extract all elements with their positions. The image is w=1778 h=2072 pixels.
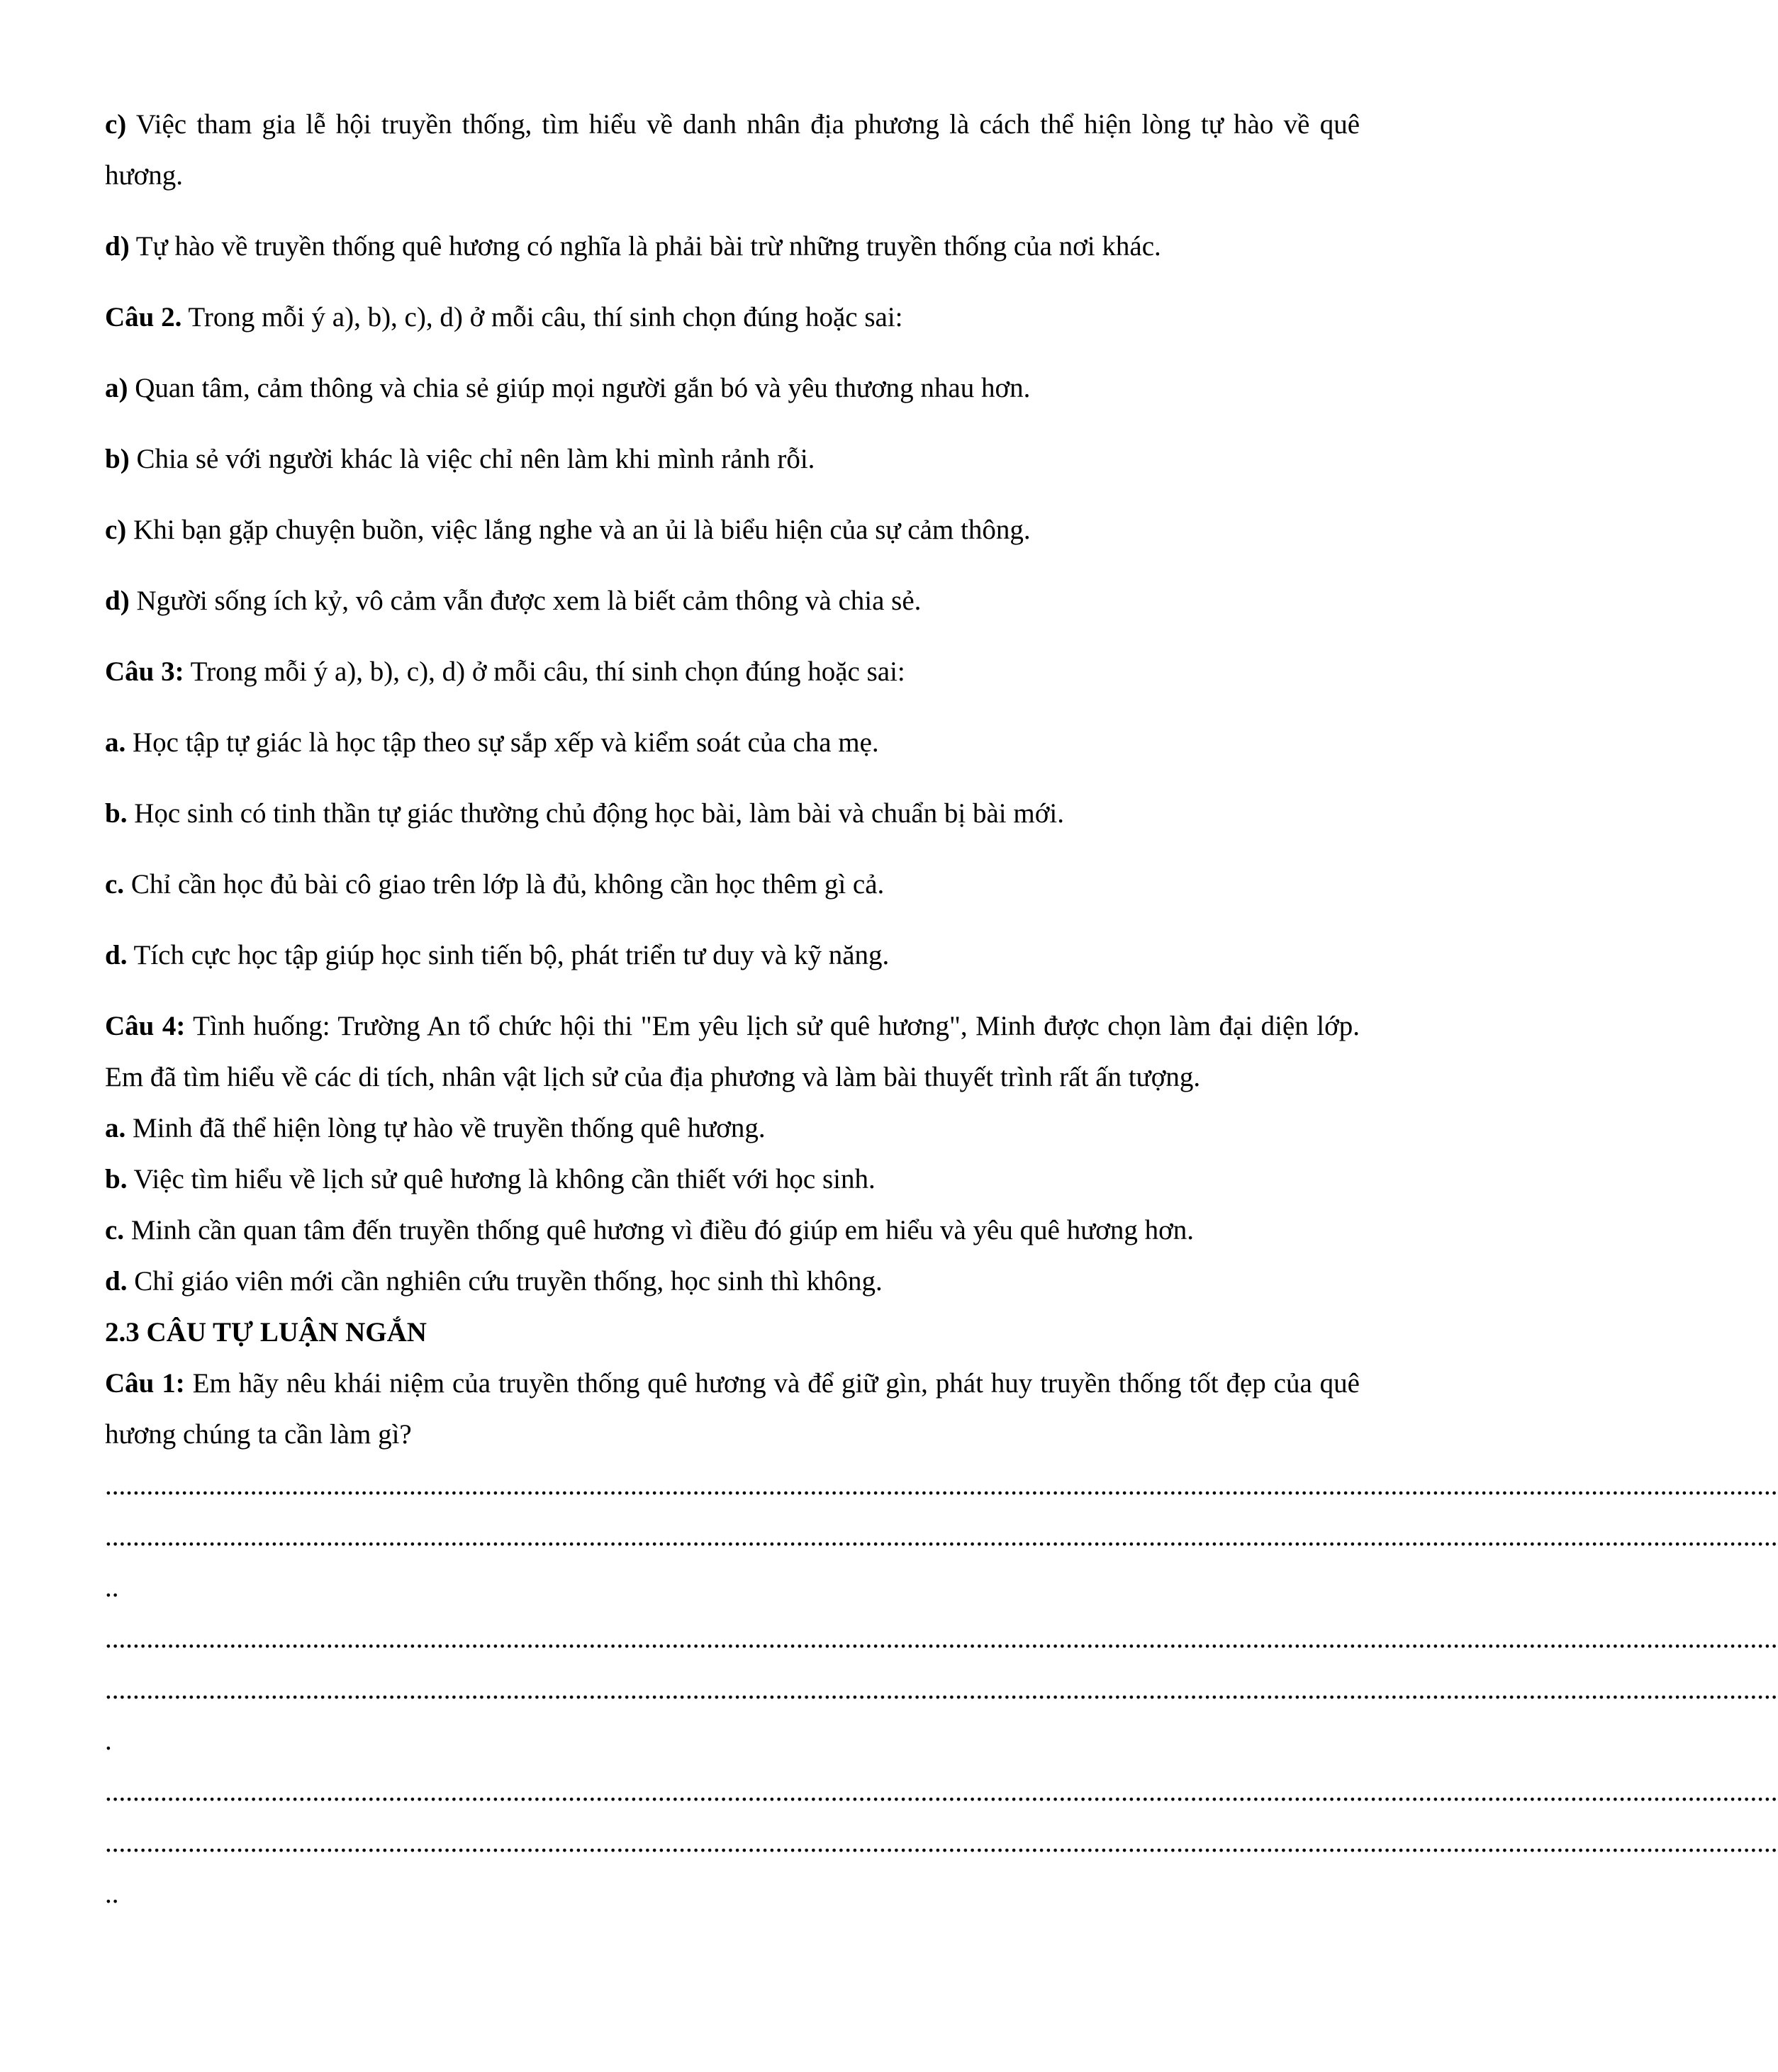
- item-text: Việc tìm hiểu về lịch sử quê hương là không cần thiết với học sinh.: [133, 1164, 876, 1194]
- item-label: c): [105, 515, 127, 545]
- question-4: [105, 1001, 1360, 1103]
- item-text: Quan tâm, cảm thông và chia sẻ giúp mọi người gắn bó và yêu thương nhau hơn.: [135, 373, 1031, 403]
- item-text: Tự hào về truyền thống quê hương có nghĩa là phải bài trừ những truyền thống của nơi khác.: [135, 231, 1161, 262]
- question-3-item-b: [105, 788, 1360, 839]
- answer-line[interactable]: ..................................................................................................................................................................................................................................................: [105, 1674, 1778, 1705]
- question-4-item-c: [105, 1205, 1360, 1256]
- question-2: [105, 292, 1360, 343]
- item-1d: [105, 221, 1360, 272]
- item-label: d.: [105, 940, 128, 970]
- question-3-item-d: [105, 930, 1360, 981]
- item-text: Minh đã thể hiện lòng tự hào về truyền thống quê hương.: [133, 1113, 766, 1143]
- item-label: d): [105, 586, 130, 616]
- item-label: d): [105, 231, 130, 262]
- essay-question-1: [105, 1358, 1360, 1460]
- answer-line-tail: ..: [105, 1572, 119, 1603]
- item-1c: [105, 99, 1360, 201]
- item-label: d.: [105, 1266, 128, 1297]
- item-label: b.: [105, 798, 128, 829]
- item-label: b): [105, 444, 130, 474]
- item-text: Học sinh có tinh thần tự giác thường chủ động học bài, làm bài và chuẩn bị bài mới.: [134, 798, 1064, 829]
- question-label: Câu 4:: [105, 1011, 186, 1041]
- question-4-item-b: [105, 1154, 1360, 1205]
- answer-line[interactable]: ..................................................................................................................................................................................................................................................: [105, 1623, 1778, 1654]
- item-label: a.: [105, 727, 126, 758]
- item-text: Chỉ cần học đủ bài cô giao trên lớp là đủ, không cần học thêm gì cả.: [130, 869, 885, 900]
- question-2-item-b: [105, 434, 1360, 485]
- question-4-item-d: [105, 1256, 1360, 1307]
- item-text: Chia sẻ với người khác là việc chỉ nên làm khi mình rảnh rỗi.: [136, 444, 815, 474]
- question-text: Em hãy nêu khái niệm của truyền thống quê hương và để giữ gìn, phát huy truyền thống tốt đẹp của quê hương chúng ta cần làm gì?: [105, 1368, 1360, 1450]
- item-text: Chỉ giáo viên mới cần nghiên cứu truyền thống, học sinh thì không.: [134, 1266, 883, 1297]
- section-heading: 2.3 CÂU TỰ LUẬN NGẮN: [105, 1317, 427, 1348]
- item-text: Tích cực học tập giúp học sinh tiến bộ, phát triển tư duy và kỹ năng.: [133, 940, 890, 970]
- question-label: Câu 1:: [105, 1368, 185, 1399]
- item-text: Người sống ích kỷ, vô cảm vẫn được xem là biết cảm thông và chia sẻ.: [136, 586, 922, 616]
- answer-line[interactable]: ..................................................................................................................................................................................................................................................: [105, 1827, 1778, 1858]
- item-label: c.: [105, 869, 125, 900]
- question-label: Câu 2.: [105, 302, 182, 332]
- item-label: c): [105, 109, 127, 140]
- question-3: [105, 646, 1360, 698]
- item-text: Minh cần quan tâm đến truyền thống quê hương vì điều đó giúp em hiểu và yêu quê hương hơn.: [130, 1215, 1195, 1245]
- item-label: b.: [105, 1164, 128, 1194]
- question-label: Câu 3:: [105, 656, 184, 687]
- question-3-item-c: [105, 859, 1360, 910]
- answer-line[interactable]: ..................................................................................................................................................................................................................................................: [105, 1776, 1778, 1807]
- question-2-item-a: [105, 363, 1360, 414]
- item-label: c.: [105, 1215, 125, 1245]
- item-text: Học tập tự giác là học tập theo sự sắp xếp và kiểm soát của cha mẹ.: [133, 727, 879, 758]
- answer-line[interactable]: ..................................................................................................................................................................................................................................................: [105, 1470, 1778, 1501]
- item-label: a.: [105, 1113, 126, 1143]
- question-text: Trong mỗi ý a), b), c), d) ở mỗi câu, thí sinh chọn đúng hoặc sai:: [188, 302, 903, 332]
- question-2-item-c: [105, 505, 1360, 556]
- question-2-item-d: [105, 576, 1360, 627]
- document-page: [105, 99, 1778, 1920]
- question-text: Tình huống: Trường An tổ chức hội thi "Em yêu lịch sử quê hương", Minh được chọn làm đại diện lớp. Em đã tìm hiểu về các di tích, nhân vật lịch sử của địa phương và làm bài thuyết trình rất ấn tượng.: [105, 1011, 1360, 1092]
- question-text: Trong mỗi ý a), b), c), d) ở mỗi câu, thí sinh chọn đúng hoặc sai:: [190, 656, 905, 687]
- question-3-item-a: [105, 717, 1360, 768]
- question-4-item-a: [105, 1103, 1360, 1154]
- answer-line-tail: ..: [105, 1878, 119, 1909]
- item-label: a): [105, 373, 128, 403]
- answer-line-tail: .: [105, 1725, 112, 1756]
- item-text: Khi bạn gặp chuyện buồn, việc lắng nghe và an ủi là biểu hiện của sự cảm thông.: [133, 515, 1031, 545]
- item-text: Việc tham gia lễ hội truyền thống, tìm hiểu về danh nhân địa phương là cách thể hiện lòng tự hào về quê hương.: [105, 109, 1360, 191]
- answer-line[interactable]: ..................................................................................................................................................................................................................................................: [105, 1521, 1778, 1552]
